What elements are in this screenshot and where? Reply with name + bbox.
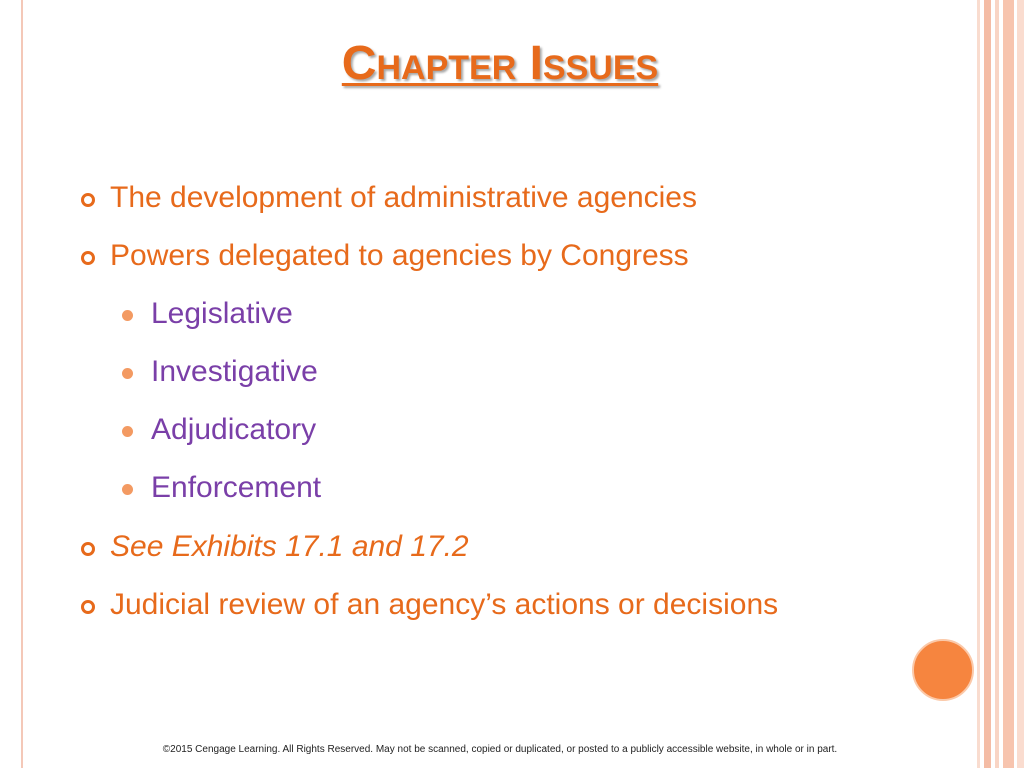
bullet-item: The development of administrative agencies	[110, 181, 697, 214]
right-border-stripe	[984, 0, 991, 768]
ring-bullet-icon	[81, 193, 95, 207]
right-border-stripe	[995, 0, 999, 768]
sub-bullet-item: Adjudicatory	[151, 413, 317, 446]
slide-title: Chapter Issues	[341, 37, 659, 90]
dot-bullet-icon	[122, 368, 133, 379]
right-border-stripe	[1003, 0, 1014, 768]
bullet-item: Powers delegated to agencies by Congress	[110, 239, 689, 272]
dot-bullet-icon	[122, 484, 133, 495]
sub-bullet-item: Legislative	[151, 297, 293, 330]
bullet-item: Judicial review of an agency’s actions or decisions	[110, 588, 779, 621]
dot-bullet-icon	[122, 310, 133, 321]
dot-bullet-icon	[122, 426, 133, 437]
right-border-stripe	[1017, 0, 1024, 768]
right-border-stripe	[977, 0, 980, 768]
ring-bullet-icon	[81, 251, 95, 265]
ring-bullet-icon	[81, 542, 95, 556]
bullet-item: See Exhibits 17.1 and 17.2	[110, 530, 469, 563]
sub-bullet-item: Investigative	[151, 355, 318, 388]
sub-bullet-item: Enforcement	[151, 471, 322, 504]
copyright-footer: ©2015 Cengage Learning. All Rights Reserved. May not be scanned, copied or duplicated, or posted to a publicly accessible website, in whole or in part.	[162, 744, 838, 755]
ring-bullet-icon	[81, 600, 95, 614]
